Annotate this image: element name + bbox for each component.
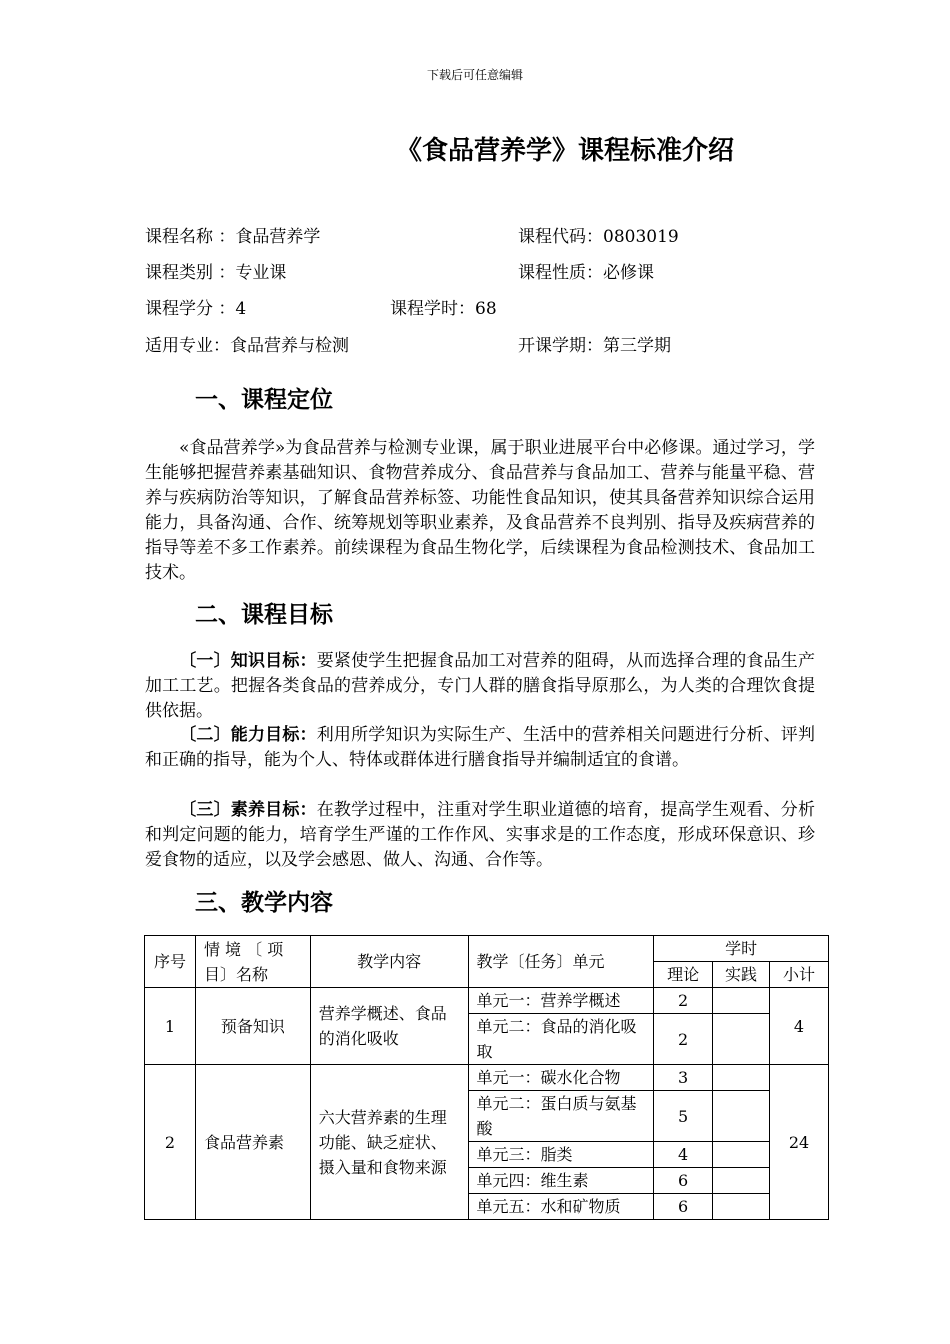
course-type: 课程类别 ：专业课 [145, 263, 287, 283]
section-1-body [145, 436, 815, 586]
row-theory: 3 [654, 1065, 713, 1091]
header-theory: 理论 [654, 962, 713, 988]
row-theory: 2 [654, 1014, 713, 1065]
course-code: 课程代码：0803019 [518, 227, 679, 247]
row-content: 营养学概述、食品的消化吸收 [310, 988, 468, 1065]
header-note: 下载后可任意编辑 [426, 68, 523, 82]
teaching-content-table [144, 935, 829, 1220]
row-seq: 2 [145, 1065, 196, 1220]
row-practice [713, 1194, 770, 1220]
course-credits: 课程学分 ：4 [145, 299, 247, 319]
row-theory: 6 [654, 1168, 713, 1194]
course-name: 课程名称 ：食品营养学 [145, 227, 321, 247]
section-1-text: «食品营养学»为食品营养与检测专业课，属于职业进展平台中必修课。通过学习，学生能够把握营养素基础知识、食物营养成分、食品营养与食品加工、营养与能量平稳、营养与疾病防治等知识，了解食品营养标签、功能性食品知识，使其具备营养知识综合运用能力，具备沟通、合作、统筹规划等职业素养，及食品营养不良判别、指导及疾病营养的指导等差不多工作素养。前续课程为食品生物化学，后续课程为食品检测技术、食品加工技术。 [145, 438, 815, 583]
row-practice [713, 1091, 770, 1142]
goal-quality [145, 798, 815, 873]
course-hours: 课程学时：68 [390, 299, 497, 319]
header-scenario: 情 境 〔 项 目〕名称 [195, 936, 310, 988]
goal-ability [145, 723, 815, 773]
row-unit: 单元四：维生素 [468, 1168, 654, 1194]
course-semester: 开课学期：第三学期 [518, 336, 671, 356]
row-theory: 6 [654, 1194, 713, 1220]
course-nature: 课程性质：必修课 [518, 263, 654, 283]
table-row [145, 988, 829, 1014]
row-unit: 单元三：脂类 [468, 1142, 654, 1168]
row-scenario: 预备知识 [195, 988, 310, 1065]
row-scenario: 食品营养素 [195, 1065, 310, 1220]
row-content: 六大营养素的生理功能、缺乏症状、摄入量和食物来源 [310, 1065, 468, 1220]
row-unit: 单元二：蛋白质与氨基酸 [468, 1091, 654, 1142]
row-practice [713, 988, 770, 1014]
row-subtotal: 4 [770, 988, 829, 1065]
header-content: 教学内容 [310, 936, 468, 988]
page-title: 《食品营养学》课程标准介绍 [395, 136, 734, 166]
header-hours: 学时 [654, 936, 829, 962]
header-subtotal: 小计 [770, 962, 829, 988]
row-unit: 单元五：水和矿物质 [468, 1194, 654, 1220]
row-practice [713, 1065, 770, 1091]
row-theory: 2 [654, 988, 713, 1014]
goal-ability-label: 〔二〕能力目标： [179, 725, 317, 745]
row-theory: 5 [654, 1091, 713, 1142]
row-unit: 单元二：食品的消化吸取 [468, 1014, 654, 1065]
row-seq: 1 [145, 988, 196, 1065]
row-practice [713, 1168, 770, 1194]
goal-quality-text: 在教学过程中，注重对学生职业道德的培育，提高学生观看、分析和判定问题的能力，培育学生严谨的工作作风、实事求是的工作态度，形成环保意识、珍爱食物的适应，以及学会感恩、做人、沟通、合作等。 [145, 800, 815, 870]
row-theory: 4 [654, 1142, 713, 1168]
goal-knowledge-text: 要紧使学生把握食品加工对营养的阻碍，从而选择合理的食品生产加工工艺。把握各类食品的营养成分，专门人群的膳食指导原那么，为人类的合理饮食提供依据。 [145, 651, 815, 721]
header-unit: 教学〔任务〕单元 [468, 936, 654, 988]
header-practice: 实践 [713, 962, 770, 988]
row-practice [713, 1014, 770, 1065]
row-subtotal: 24 [770, 1065, 829, 1220]
row-practice [713, 1142, 770, 1168]
header-seq: 序号 [145, 936, 196, 988]
goal-knowledge-label: 〔一〕知识目标： [179, 651, 317, 671]
row-unit: 单元一：营养学概述 [468, 988, 654, 1014]
course-major: 适用专业：食品营养与检测 [145, 336, 349, 356]
goal-quality-label: 〔三〕素养目标： [179, 800, 317, 820]
section-3-title: 三、教学内容 [195, 890, 333, 916]
goal-knowledge [145, 649, 815, 724]
goal-ability-text: 利用所学知识为实际生产、生活中的营养相关问题进行分析、评判和正确的指导，能为个人、特体或群体进行膳食指导并编制适宜的食谱。 [145, 725, 815, 770]
section-2-title: 二、课程目标 [195, 602, 333, 628]
row-unit: 单元一：碳水化合物 [468, 1065, 654, 1091]
section-1-title: 一、课程定位 [195, 387, 333, 413]
table-row [145, 1065, 829, 1091]
